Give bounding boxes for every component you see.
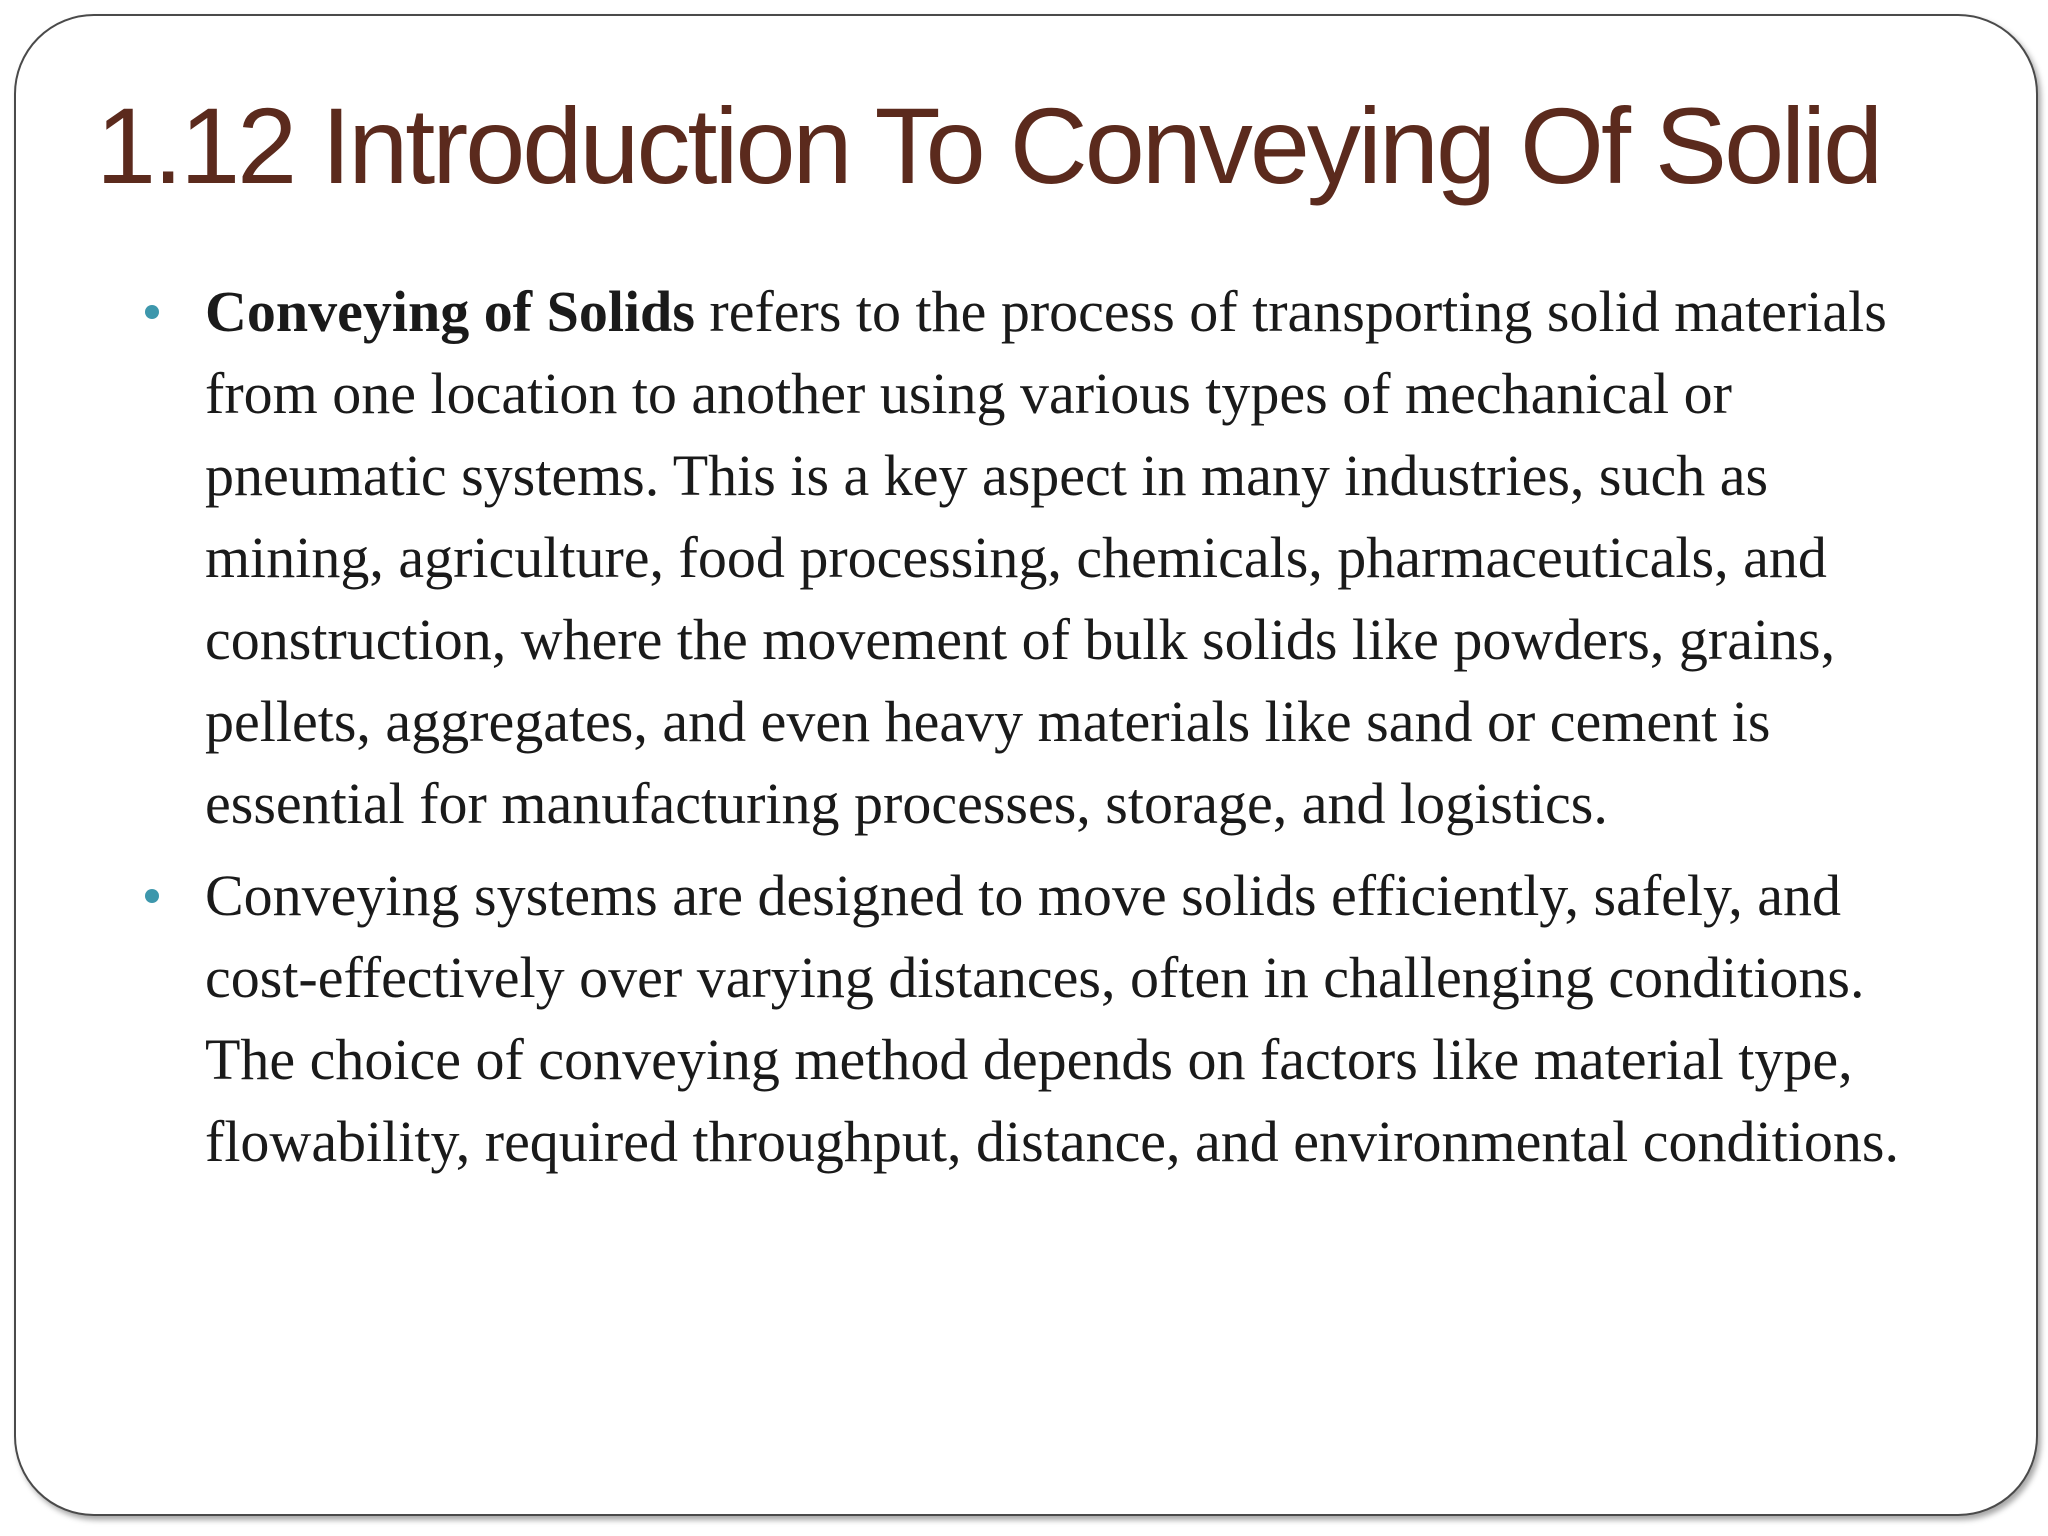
bullet-bold-lead: Conveying of Solids	[205, 279, 695, 344]
slide-title: 1.12 Introduction To Conveying Of Solid	[96, 85, 1881, 206]
bullet-list	[143, 271, 1943, 1193]
bullet-text: refers to the process of transporting solid materials from one location to another using various types of mechanical or pneumatic systems. This is a key aspect in many industries, such as mining, agriculture, food processing, chemicals, pharmaceuticals, and construction, where the movement of bulk solids like powders, grains, pellets, aggregates, and even heavy materials like sand or cement is essential for manufacturing processes, storage, and logistics.	[205, 279, 1887, 836]
bullet-dot-icon	[145, 889, 159, 903]
bullet-text: Conveying systems are designed to move solids efficiently, safely, and cost-effectively over varying distances, often in challenging conditions. The choice of conveying method depends on factors like material type, flowability, required throughput, distance, and environmental conditions.	[205, 863, 1899, 1174]
slide-frame	[14, 14, 2038, 1516]
bullet-dot-icon	[145, 305, 159, 319]
bullet-item	[143, 271, 1943, 845]
bullet-item	[143, 855, 1943, 1183]
